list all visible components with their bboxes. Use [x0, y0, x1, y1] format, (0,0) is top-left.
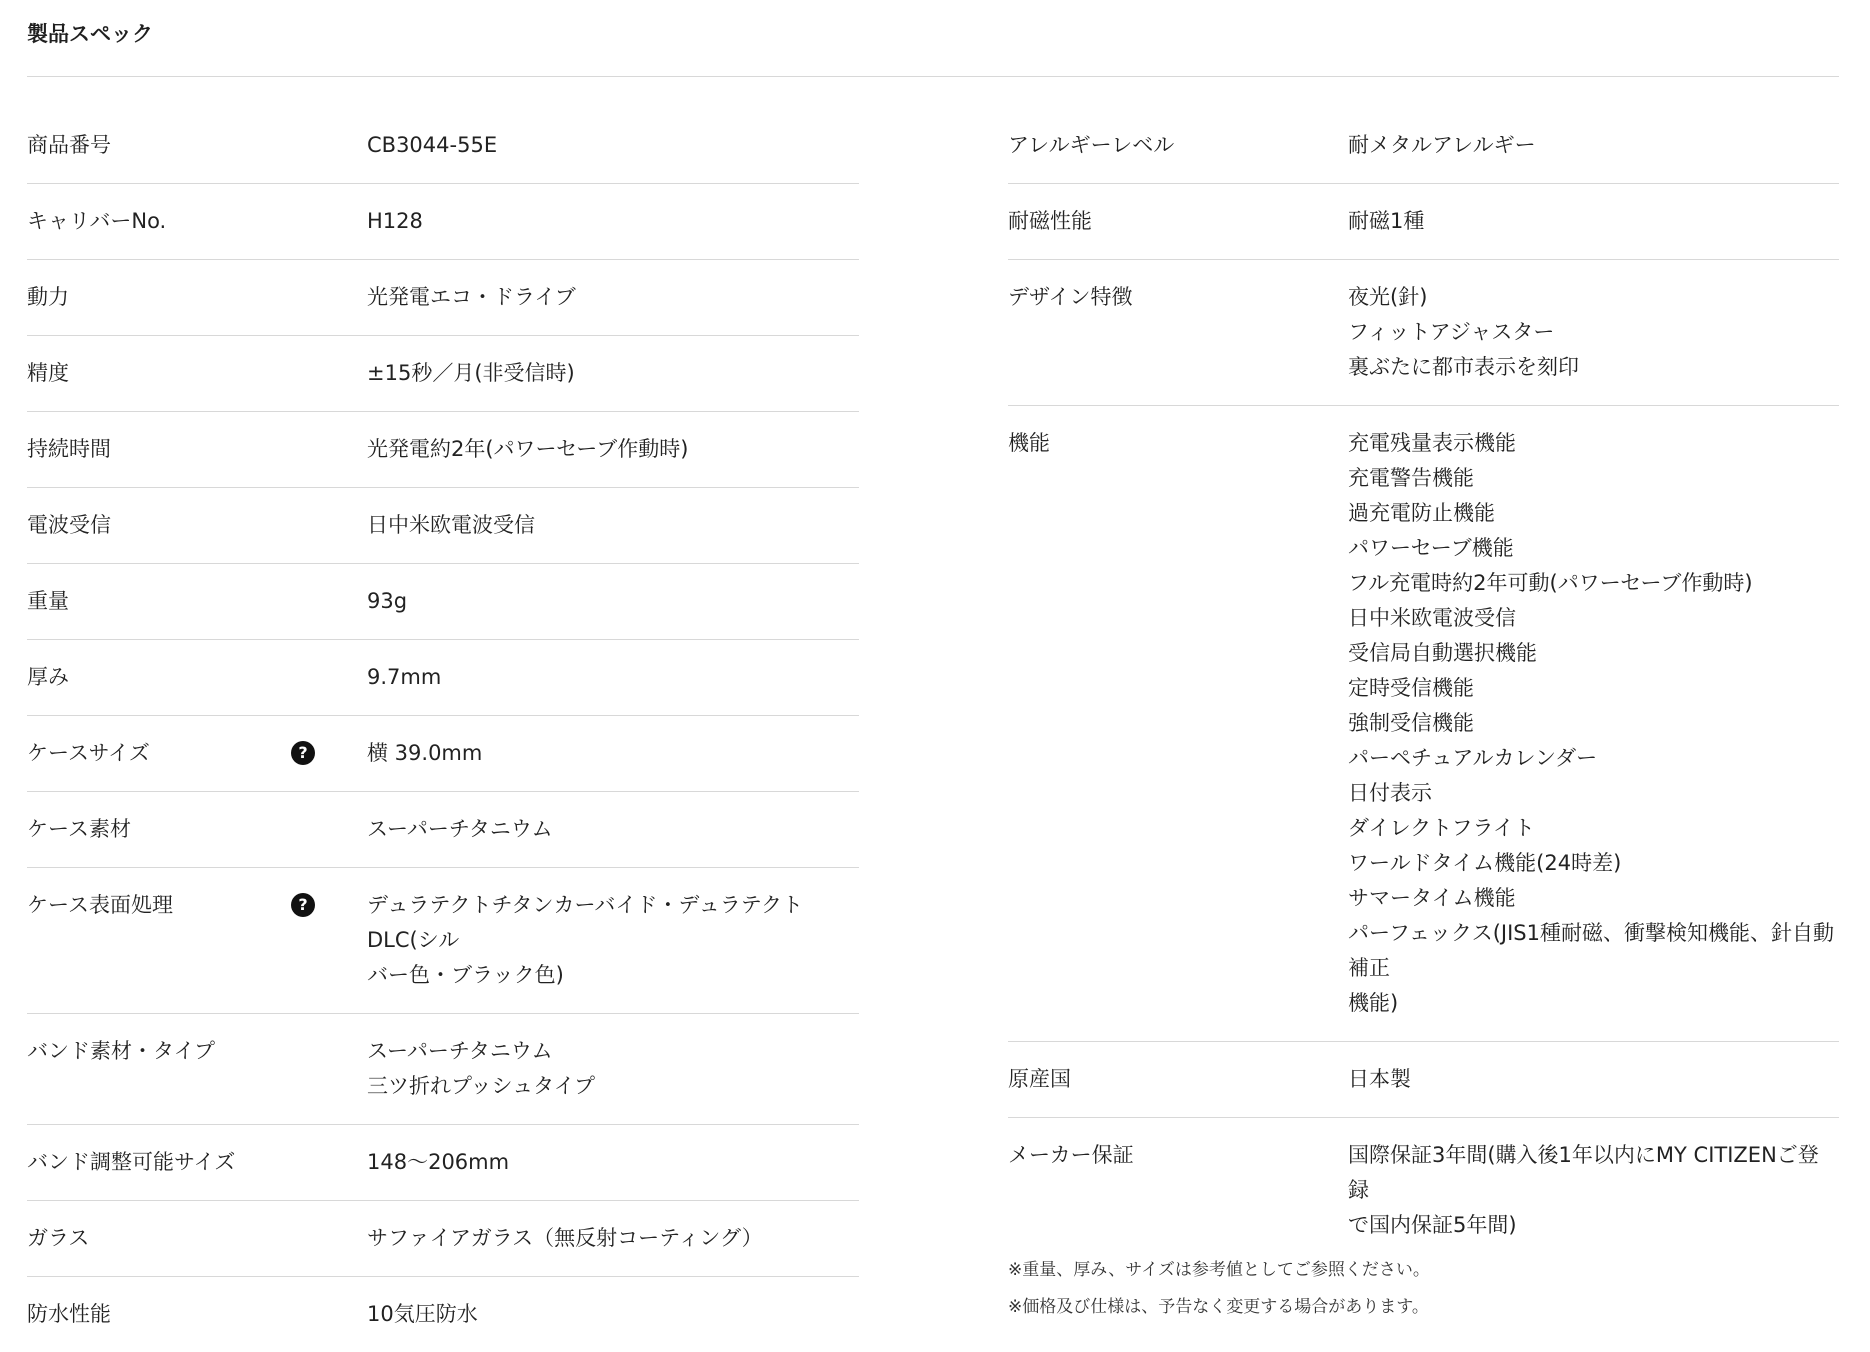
spec-label: [27, 888, 367, 923]
spec-row: [1008, 1118, 1839, 1263]
spec-row: [27, 564, 859, 640]
spec-row: [27, 108, 859, 184]
spec-value-line: パーフェックス(JIS1種耐磁、衝撃検知機能、針自動補正: [1348, 921, 1834, 980]
spec-value: [367, 888, 859, 993]
spec-row: [27, 1125, 859, 1201]
spec-value-line: 光発電エコ・ドライブ: [367, 285, 576, 309]
spec-label-text: 機能: [1008, 431, 1050, 455]
spec-value-line: フィットアジャスター: [1348, 320, 1555, 344]
spec-label: [27, 1145, 367, 1180]
spec-value-line: 10気圧防水: [367, 1302, 478, 1326]
spec-label: [27, 128, 367, 163]
spec-column-left: [27, 108, 859, 1352]
spec-label: [27, 204, 367, 239]
spec-value-line: フル充電時約2年可動(パワーセーブ作動時): [1348, 571, 1753, 595]
spec-label: [27, 1297, 367, 1332]
spec-value: [367, 432, 859, 467]
spec-label: [1008, 280, 1348, 315]
spec-value-line: 耐メタルアレルギー: [1348, 133, 1536, 157]
spec-value: [1348, 204, 1839, 239]
spec-row: [27, 792, 859, 868]
spec-value: [1348, 426, 1839, 1021]
spec-value-line: サマータイム機能: [1348, 886, 1516, 910]
spec-label-text: 持続時間: [27, 437, 111, 461]
spec-label-text: 精度: [27, 361, 69, 385]
spec-value-line: スーパーチタニウム: [367, 1039, 553, 1063]
spec-row: [1008, 406, 1839, 1042]
spec-value: [367, 1221, 859, 1256]
spec-row: [27, 716, 859, 792]
spec-value-line: バー色・ブラック色): [367, 963, 564, 987]
spec-value-line: で国内保証5年間): [1348, 1213, 1517, 1237]
spec-row: [27, 336, 859, 412]
spec-value-line: ワールドタイム機能(24時差): [1348, 851, 1622, 875]
spec-row: [27, 412, 859, 488]
section-title: 製品スペック: [27, 22, 153, 46]
spec-row: [27, 184, 859, 260]
spec-label-text: 防水性能: [27, 1302, 111, 1326]
spec-value-line: 国際保証3年間(購入後1年以内にMY CITIZENご登録: [1348, 1143, 1819, 1202]
spec-value: [1348, 1062, 1839, 1097]
spec-label-text: 商品番号: [27, 133, 111, 157]
spec-value-line: H128: [367, 209, 423, 233]
spec-label-text: 耐磁性能: [1008, 209, 1092, 233]
spec-value-line: 日本製: [1348, 1067, 1411, 1091]
spec-label: [1008, 1062, 1348, 1097]
spec-label-text: 原産国: [1008, 1067, 1071, 1091]
spec-value-line: ダイレクトフライト: [1348, 816, 1535, 840]
spec-value: [367, 660, 859, 695]
spec-value: [367, 736, 859, 771]
spec-label-text: バンド調整可能サイズ: [27, 1150, 236, 1174]
spec-value-line: 9.7mm: [367, 665, 442, 689]
spec-value: [367, 280, 859, 315]
spec-label: [27, 736, 367, 771]
spec-label-text: アレルギーレベル: [1008, 133, 1175, 157]
spec-value-line: 日中米欧電波受信: [1348, 606, 1516, 630]
spec-label-text: デザイン特徴: [1008, 285, 1133, 309]
spec-label: [27, 356, 367, 391]
spec-value-line: 強制受信機能: [1348, 711, 1474, 735]
spec-label: [27, 1221, 367, 1256]
spec-value-line: 三ツ折れプッシュタイプ: [367, 1074, 596, 1098]
title-divider: [27, 76, 1839, 77]
spec-value-line: CB3044-55E: [367, 133, 498, 157]
spec-label-text: ガラス: [27, 1226, 90, 1250]
spec-row: [1008, 184, 1839, 260]
spec-label-text: ケース表面処理: [27, 893, 173, 917]
spec-value-line: 裏ぶたに都市表示を刻印: [1348, 355, 1579, 379]
spec-row: [27, 640, 859, 716]
spec-value-line: ±15秒／月(非受信時): [367, 361, 575, 385]
spec-label-text: 重量: [27, 589, 69, 613]
spec-label-text: 電波受信: [27, 513, 111, 537]
spec-row: [27, 1201, 859, 1277]
spec-value-line: 93g: [367, 589, 408, 613]
note-item: ※重量、厚み、サイズは参考値としてご参照ください。: [1008, 1260, 1430, 1280]
spec-value-line: 横 39.0mm: [367, 741, 483, 765]
spec-row: [27, 1014, 859, 1125]
spec-label: [1008, 426, 1348, 461]
spec-value-line: 定時受信機能: [1348, 676, 1474, 700]
spec-value-line: 光発電約2年(パワーセーブ作動時): [367, 437, 689, 461]
spec-value: [367, 204, 859, 239]
spec-label-text: 動力: [27, 285, 69, 309]
help-icon[interactable]: ?: [291, 741, 315, 765]
spec-label: [27, 432, 367, 467]
spec-label-text: ケース素材: [27, 817, 131, 841]
spec-label: [27, 660, 367, 695]
spec-value: [367, 356, 859, 391]
spec-value-line: 受信局自動選択機能: [1348, 641, 1537, 665]
spec-column-right: [1008, 108, 1839, 1263]
spec-row: [27, 868, 859, 1014]
spec-value-line: 機能): [1348, 991, 1399, 1015]
spec-value: [1348, 128, 1839, 163]
spec-value-line: パーペチュアルカレンダー: [1348, 746, 1598, 770]
spec-label: [27, 280, 367, 315]
spec-value: [1348, 1138, 1839, 1243]
spec-label-text: キャリバーNo.: [27, 209, 167, 233]
spec-row: [27, 1277, 859, 1352]
spec-value: [367, 508, 859, 543]
spec-row: [1008, 108, 1839, 184]
spec-value-line: デュラテクトチタンカーバイド・デュラテクトDLC(シル: [367, 893, 803, 952]
spec-label: [27, 812, 367, 847]
help-icon[interactable]: ?: [291, 893, 315, 917]
spec-label: [1008, 128, 1348, 163]
spec-value-line: サファイアガラス（無反射コーティング）: [367, 1226, 763, 1250]
spec-value-line: 耐磁1種: [1348, 209, 1425, 233]
spec-row: [27, 488, 859, 564]
spec-value-line: 充電警告機能: [1348, 466, 1474, 490]
spec-value: [367, 812, 859, 847]
spec-value-line: 過充電防止機能: [1348, 501, 1495, 525]
spec-label-text: メーカー保証: [1008, 1143, 1134, 1167]
spec-label: [1008, 204, 1348, 239]
spec-value: [367, 128, 859, 163]
spec-label: [27, 584, 367, 619]
spec-value-line: 充電残量表示機能: [1348, 431, 1516, 455]
spec-value-line: パワーセーブ機能: [1348, 536, 1514, 560]
spec-value-line: 日中米欧電波受信: [367, 513, 535, 537]
spec-label-text: ケースサイズ: [27, 741, 150, 765]
spec-row: [1008, 260, 1839, 406]
spec-row: [1008, 1042, 1839, 1118]
spec-label-text: バンド素材・タイプ: [27, 1039, 215, 1063]
spec-value-line: 日付表示: [1348, 781, 1432, 805]
spec-label: [1008, 1138, 1348, 1173]
spec-value: [367, 1034, 859, 1104]
spec-value: [1348, 280, 1839, 385]
spec-value-line: 夜光(針): [1348, 285, 1428, 309]
spec-value-line: 148〜206mm: [367, 1150, 510, 1174]
spec-value-line: スーパーチタニウム: [367, 817, 553, 841]
spec-label: [27, 1034, 367, 1069]
notes: [1008, 1252, 1430, 1326]
note-item: ※価格及び仕様は、予告なく変更する場合があります。: [1008, 1297, 1429, 1317]
spec-label-text: 厚み: [27, 665, 69, 689]
spec-value: [367, 1145, 859, 1180]
spec-label: [27, 508, 367, 543]
spec-value: [367, 1297, 859, 1332]
spec-value: [367, 584, 859, 619]
spec-row: [27, 260, 859, 336]
